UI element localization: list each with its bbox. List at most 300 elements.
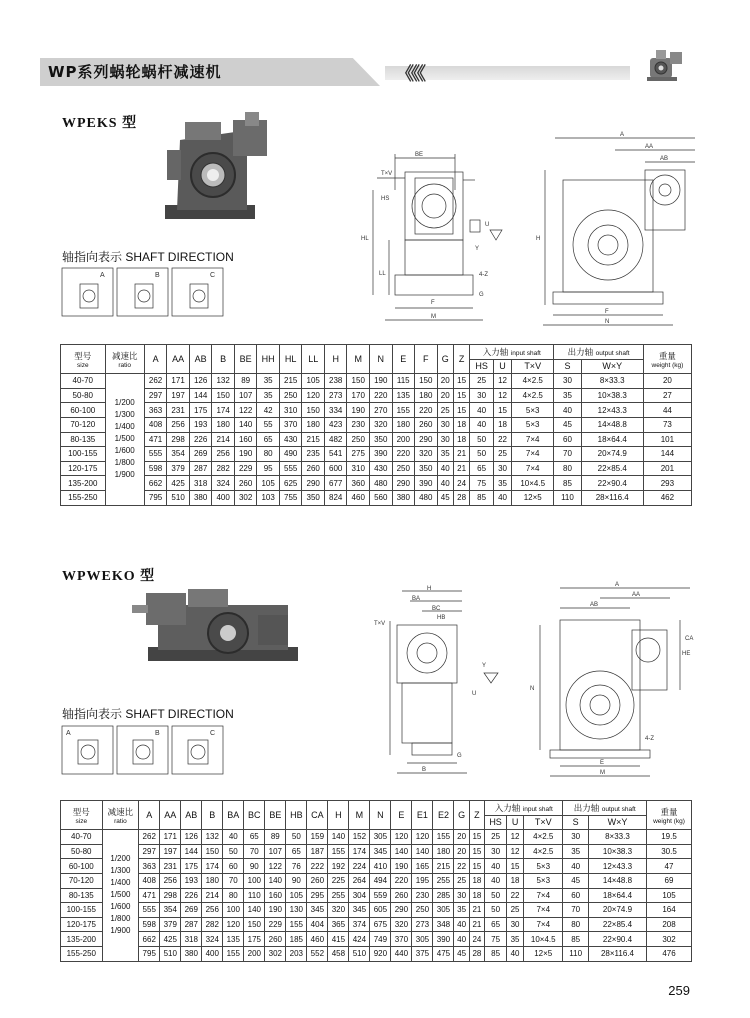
- wpweko-side-drawing: [520, 580, 700, 780]
- table-cell: 170: [347, 388, 370, 403]
- table-cell: 7×4: [524, 903, 563, 918]
- table-cell: 40: [554, 403, 581, 418]
- table-cell: 45: [554, 417, 581, 432]
- table-cell: 363: [139, 859, 160, 874]
- table-cell: 24: [453, 476, 469, 491]
- table-cell: 334: [324, 403, 347, 418]
- table-cell: 250: [279, 388, 302, 403]
- table-cell: 40: [454, 932, 469, 947]
- size-cell: 155-250: [61, 946, 103, 961]
- size-cell: 70-120: [61, 873, 103, 888]
- table-cell: 231: [167, 403, 190, 418]
- table-cell: 174: [349, 844, 370, 859]
- table-cell: 180: [302, 417, 325, 432]
- table-cell: 269: [189, 447, 212, 462]
- table-cell: 482: [324, 432, 347, 447]
- table-cell: 262: [144, 374, 167, 389]
- table-cell: 235: [302, 447, 325, 462]
- table-cell: 80: [223, 888, 244, 903]
- table-cell: 18: [453, 417, 469, 432]
- table-cell: 476: [647, 946, 692, 961]
- table-cell: 270: [369, 403, 392, 418]
- table-cell: 105: [257, 476, 280, 491]
- table-cell: 260: [307, 873, 328, 888]
- table-cell: 107: [265, 844, 286, 859]
- table-cell: 101: [643, 432, 691, 447]
- table-cell: 264: [349, 873, 370, 888]
- th-input-shaft: 入力轴 input shaft: [470, 345, 554, 360]
- table-cell: 220: [392, 447, 415, 462]
- table-cell: 150: [244, 917, 265, 932]
- header-banner: [40, 48, 690, 94]
- table-cell: 302: [234, 490, 257, 505]
- table-cell: 175: [189, 403, 212, 418]
- svg-text:HE: HE: [682, 651, 691, 657]
- table-cell: 480: [369, 476, 392, 491]
- table-cell: 40: [485, 873, 507, 888]
- table-cell: 30.5: [647, 844, 692, 859]
- shaft-box-b: B: [155, 272, 160, 279]
- table-cell: 27: [643, 388, 691, 403]
- th-model: 型号 size: [61, 345, 106, 374]
- table-cell: 662: [139, 932, 160, 947]
- table-cell: 4×2.5: [512, 374, 554, 389]
- table-cell: 222: [307, 859, 328, 874]
- table-cell: 360: [347, 476, 370, 491]
- table-cell: 120: [223, 917, 244, 932]
- table-cell: 45: [437, 490, 453, 505]
- table-cell: 60: [563, 888, 588, 903]
- table-cell: 305: [370, 830, 391, 845]
- table-row: [61, 432, 692, 447]
- table-cell: 175: [181, 859, 202, 874]
- table-cell: 250: [347, 432, 370, 447]
- svg-text:BC: BC: [432, 606, 441, 612]
- table-cell: 164: [647, 903, 692, 918]
- table-cell: 50: [485, 888, 507, 903]
- table-cell: 510: [160, 946, 181, 961]
- table-cell: 35: [257, 374, 280, 389]
- table-cell: 208: [647, 917, 692, 932]
- model-title-wpeks: WPEKS 型: [62, 116, 138, 131]
- table-cell: 390: [433, 932, 454, 947]
- size-cell: 60-100: [61, 859, 103, 874]
- table-cell: 541: [324, 447, 347, 462]
- table-cell: 320: [391, 917, 412, 932]
- size-cell: 50-80: [61, 844, 103, 859]
- table-cell: 18: [507, 873, 524, 888]
- table-cell: 160: [234, 432, 257, 447]
- table-cell: 471: [144, 432, 167, 447]
- table-cell: 185: [286, 932, 307, 947]
- svg-text:BE: BE: [415, 152, 424, 158]
- table-row: [61, 830, 692, 845]
- svg-text:LL: LL: [379, 271, 386, 277]
- table-cell: 120: [391, 830, 412, 845]
- table-cell: 250: [392, 461, 415, 476]
- table-cell: 390: [369, 447, 392, 462]
- table-cell: 44: [643, 403, 691, 418]
- table-cell: 50: [485, 903, 507, 918]
- table-cell: 10×4.5: [524, 932, 563, 947]
- table-cell: 15: [453, 374, 469, 389]
- table-cell: 494: [370, 873, 391, 888]
- table-cell: 675: [370, 917, 391, 932]
- svg-text:M: M: [431, 314, 436, 320]
- table-cell: 105: [302, 374, 325, 389]
- table-cell: 150: [202, 844, 223, 859]
- wpweko-front-drawing: [372, 585, 517, 780]
- table-cell: 230: [412, 888, 433, 903]
- table-cell: 70: [554, 447, 581, 462]
- table-cell: 155: [223, 946, 244, 961]
- table-cell: 220: [391, 873, 412, 888]
- table-cell: 374: [349, 917, 370, 932]
- table-cell: 25: [454, 873, 469, 888]
- table-cell: 80: [554, 461, 581, 476]
- table-cell: 40: [485, 859, 507, 874]
- table-cell: 76: [286, 859, 307, 874]
- table-cell: 35: [563, 844, 588, 859]
- table-cell: 324: [202, 932, 223, 947]
- table-cell: 14×48.8: [588, 873, 646, 888]
- th-weight-2: 重量 weight (kg): [647, 801, 692, 830]
- table-cell: 126: [181, 830, 202, 845]
- table-cell: 152: [349, 830, 370, 845]
- table-row: [61, 374, 692, 389]
- table-cell: 380: [392, 490, 415, 505]
- table-cell: 20: [454, 844, 469, 859]
- table-cell: 260: [234, 476, 257, 491]
- table-cell: 302: [647, 932, 692, 947]
- table-cell: 229: [234, 461, 257, 476]
- table-cell: 140: [412, 844, 433, 859]
- table-cell: 180: [415, 388, 438, 403]
- table-cell: 318: [181, 932, 202, 947]
- table-cell: 408: [144, 417, 167, 432]
- table-cell: 256: [167, 417, 190, 432]
- table-cell: 273: [412, 917, 433, 932]
- table-cell: 89: [234, 374, 257, 389]
- table-cell: 171: [160, 830, 181, 845]
- size-cell: 120-175: [61, 917, 103, 932]
- shaft-box-a: A: [100, 272, 105, 279]
- table-cell: 35: [554, 388, 581, 403]
- table-cell: 7×4: [524, 917, 563, 932]
- table-cell: 345: [349, 903, 370, 918]
- table-cell: 310: [347, 461, 370, 476]
- size-cell: 120-175: [61, 461, 106, 476]
- svg-text:H: H: [427, 586, 432, 592]
- table-cell: 45: [454, 946, 469, 961]
- th-input-shaft-2: 入力轴 input shaft: [485, 801, 563, 816]
- size-cell: 70-120: [61, 417, 106, 432]
- table-cell: 379: [167, 461, 190, 476]
- table-cell: 193: [189, 417, 212, 432]
- table-cell: 174: [202, 859, 223, 874]
- table-cell: 215: [302, 432, 325, 447]
- table-cell: 135: [392, 388, 415, 403]
- model-title-wpweko: WPWEKO 型: [62, 569, 156, 584]
- table-cell: 155: [392, 403, 415, 418]
- table-cell: 22: [493, 432, 511, 447]
- table-cell: 110: [563, 946, 588, 961]
- table-cell: 22: [454, 859, 469, 874]
- table-cell: 15: [469, 830, 484, 845]
- table-cell: 160: [265, 888, 286, 903]
- table-cell: 95: [257, 461, 280, 476]
- table-cell: 290: [415, 432, 438, 447]
- table-cell: 140: [244, 903, 265, 918]
- wpweko-table-body: [61, 830, 692, 961]
- svg-text:BA: BA: [412, 596, 421, 602]
- table-cell: 350: [302, 490, 325, 505]
- svg-text:F: F: [431, 300, 435, 306]
- table-cell: 5×3: [524, 859, 563, 874]
- table-cell: 5×3: [512, 417, 554, 432]
- table-cell: 215: [279, 374, 302, 389]
- table-cell: 103: [257, 490, 280, 505]
- table-cell: 4×2.5: [524, 844, 563, 859]
- shaft-box-a-2: A: [66, 730, 71, 737]
- table-cell: 755: [279, 490, 302, 505]
- table-row: [61, 932, 692, 947]
- table-cell: 282: [212, 461, 235, 476]
- table-cell: 262: [139, 830, 160, 845]
- table-cell: 150: [347, 374, 370, 389]
- table-cell: 171: [167, 374, 190, 389]
- svg-text:G: G: [479, 292, 484, 298]
- page-number: 259: [668, 983, 690, 998]
- table-row: [61, 917, 692, 932]
- table-cell: 260: [415, 417, 438, 432]
- table-cell: 256: [160, 873, 181, 888]
- table-cell: 115: [392, 374, 415, 389]
- table-cell: 430: [369, 461, 392, 476]
- shaft-box-b-2: B: [155, 730, 160, 737]
- table-cell: 180: [202, 873, 223, 888]
- svg-text:4-Z: 4-Z: [645, 736, 654, 742]
- table-cell: 7×4: [512, 432, 554, 447]
- wpweko-product-photo: [128, 585, 303, 670]
- svg-text:H: H: [536, 236, 541, 242]
- table-cell: 100: [244, 873, 265, 888]
- table-cell: 120: [302, 388, 325, 403]
- table-cell: 190: [234, 447, 257, 462]
- table-cell: 90: [244, 859, 265, 874]
- table-cell: 425: [167, 476, 190, 491]
- table-cell: 365: [328, 917, 349, 932]
- table-cell: 110: [244, 888, 265, 903]
- table-cell: 190: [265, 903, 286, 918]
- shaft-direction-diagrams-2: [60, 724, 225, 776]
- wpeks-spec-table: 型号 size 减速比 ratio A AA AB B BE HH HL LL H M N E F G Z 入力轴 input shaft 出力轴 output shaft 重量 weight (kg) HS U T×V S W×Y 40-70 1/200 1/300 1/400 1/500 1/600 1/800 1/900 262 171 126 132 89 35 215 105 238 150 190 115 150 20 15 25 12 4×2.5 30 8×33.3 20 50-80 297 197 144 150 107 35 250 120 273 170 220 135 180 20 15 30 12 4×2.5 35 10×38.3 27 60-100 363 231 175 174 122 42 310 150 334 190 270 155 220 25 15 40 15 5×3 40 12×43.3 44 70-120 408 256 193 180 140 55 370 180 423 230 320 180 260 30 18 40 18 5×3 45 14×48.8 73 80-135 471 298 226 214 160 65 430 215 482 250 350 200 290 30 18 50 22 7×4 60 18×64.4 101 100-155 555 354 269 256 190 80 490 235 541 275 390 220 320 35 21 50 25 7×4 70 20×74.9 144 120-175 598 379 287 282 229 95 555 260 600 310 430 250 350 40 21 65 30 7×4 80 22×85.4 201 135-200 662 425 318 324 260 105 625 290 677 360 480 290 390 40 24 75 35 10×4.5 85 22×90.4 293 155-250 795 510 380 400 302 103 755 350 824 460 560 380 480 45 28 85 40 12×5 110 28×116.4 462: [60, 344, 692, 506]
- table-cell: 363: [144, 403, 167, 418]
- table-cell: 598: [139, 917, 160, 932]
- table-row: [61, 888, 692, 903]
- table-cell: 35: [437, 447, 453, 462]
- table-cell: 471: [139, 888, 160, 903]
- table-cell: 21: [453, 461, 469, 476]
- table-cell: 480: [415, 490, 438, 505]
- table-cell: 15: [453, 403, 469, 418]
- table-cell: 47: [647, 859, 692, 874]
- table-cell: 214: [202, 888, 223, 903]
- table-cell: 18: [453, 432, 469, 447]
- table-cell: 90: [286, 873, 307, 888]
- size-cell: 40-70: [61, 830, 103, 845]
- table-cell: 203: [286, 946, 307, 961]
- table-cell: 35: [493, 476, 511, 491]
- table-cell: 255: [328, 888, 349, 903]
- table-cell: 180: [392, 417, 415, 432]
- table-cell: 80: [257, 447, 280, 462]
- table-row: [61, 859, 692, 874]
- th-output-shaft: 出力轴 output shaft: [554, 345, 644, 360]
- table-cell: 28: [453, 490, 469, 505]
- table-cell: 510: [349, 946, 370, 961]
- table-cell: 35: [507, 932, 524, 947]
- table-cell: 305: [412, 932, 433, 947]
- th-ratio-2: 减速比 ratio: [102, 801, 139, 830]
- table-cell: 107: [234, 388, 257, 403]
- ratio-cell: 1/200 1/300 1/400 1/500 1/600 1/800 1/900: [105, 374, 144, 505]
- th-ratio: 减速比 ratio: [105, 345, 144, 374]
- table-cell: 150: [302, 403, 325, 418]
- table-row: [61, 417, 692, 432]
- table-cell: 275: [347, 447, 370, 462]
- ratio-cell: 1/200 1/300 1/400 1/500 1/600 1/800 1/900: [102, 830, 139, 961]
- table-cell: 193: [181, 873, 202, 888]
- table-cell: 110: [554, 490, 581, 505]
- table-cell: 69: [647, 873, 692, 888]
- table-cell: 920: [370, 946, 391, 961]
- table-cell: 155: [286, 917, 307, 932]
- table-cell: 559: [370, 888, 391, 903]
- table-cell: 40: [470, 403, 494, 418]
- table-cell: 12×5: [512, 490, 554, 505]
- table-cell: 375: [412, 946, 433, 961]
- table-cell: 155: [328, 844, 349, 859]
- table-cell: 12×43.3: [581, 403, 643, 418]
- table-cell: 85: [470, 490, 494, 505]
- size-cell: 60-100: [61, 403, 106, 418]
- table-cell: 40: [437, 461, 453, 476]
- table-cell: 200: [244, 946, 265, 961]
- table-cell: 65: [257, 432, 280, 447]
- table-cell: 302: [265, 946, 286, 961]
- table-cell: 12×43.3: [588, 859, 646, 874]
- table-cell: 60: [223, 859, 244, 874]
- table-cell: 348: [433, 917, 454, 932]
- table-cell: 40: [454, 917, 469, 932]
- th-weight: 重量 weight (kg): [643, 345, 691, 374]
- shaft-box-c-2: C: [210, 730, 216, 737]
- table-cell: 297: [144, 388, 167, 403]
- size-cell: 80-135: [61, 432, 106, 447]
- table-cell: 35: [454, 903, 469, 918]
- svg-text:T×V: T×V: [381, 171, 393, 177]
- table-cell: 298: [160, 888, 181, 903]
- table-cell: 140: [265, 873, 286, 888]
- table-cell: 423: [324, 417, 347, 432]
- table-cell: 75: [470, 476, 494, 491]
- table-cell: 30: [437, 417, 453, 432]
- table-cell: 12: [493, 388, 511, 403]
- table-cell: 290: [302, 476, 325, 491]
- table-cell: 425: [160, 932, 181, 947]
- svg-text:U: U: [485, 222, 490, 228]
- table-cell: 15: [469, 859, 484, 874]
- table-cell: 21: [453, 447, 469, 462]
- table-cell: 458: [328, 946, 349, 961]
- table-cell: 20: [437, 374, 453, 389]
- table-cell: 677: [324, 476, 347, 491]
- table-cell: 70: [244, 844, 265, 859]
- table-cell: 195: [412, 873, 433, 888]
- table-cell: 214: [212, 432, 235, 447]
- table-cell: 122: [265, 859, 286, 874]
- svg-text:A: A: [620, 132, 625, 138]
- svg-text:G: G: [457, 753, 462, 759]
- table-cell: 749: [370, 932, 391, 947]
- table-cell: 155: [433, 830, 454, 845]
- table-cell: 354: [160, 903, 181, 918]
- svg-text:Y: Y: [482, 663, 487, 669]
- table-cell: 18: [469, 873, 484, 888]
- table-cell: 225: [328, 873, 349, 888]
- table-cell: 305: [433, 903, 454, 918]
- table-cell: 175: [244, 932, 265, 947]
- svg-text:HS: HS: [381, 196, 390, 202]
- table-cell: 20×74.9: [581, 447, 643, 462]
- table-cell: 140: [234, 417, 257, 432]
- table-cell: 320: [328, 903, 349, 918]
- table-cell: 298: [167, 432, 190, 447]
- table-cell: 250: [412, 903, 433, 918]
- svg-text:4-Z: 4-Z: [479, 272, 488, 278]
- table-cell: 190: [347, 403, 370, 418]
- table-cell: 5×3: [512, 403, 554, 418]
- table-cell: 345: [370, 844, 391, 859]
- table-cell: 380: [189, 490, 212, 505]
- svg-text:A: A: [615, 582, 620, 588]
- table-cell: 230: [347, 417, 370, 432]
- table-cell: 12×5: [524, 946, 563, 961]
- table-cell: 390: [415, 476, 438, 491]
- table-cell: 285: [433, 888, 454, 903]
- table-cell: 318: [189, 476, 212, 491]
- table-cell: 605: [370, 903, 391, 918]
- table-cell: 380: [181, 946, 202, 961]
- table-cell: 354: [167, 447, 190, 462]
- table-cell: 140: [328, 830, 349, 845]
- table-row: [61, 844, 692, 859]
- table-cell: 42: [257, 403, 280, 418]
- table-cell: 40: [437, 476, 453, 491]
- table-cell: 400: [202, 946, 223, 961]
- page-title: WP系列蜗轮蜗杆减速机: [48, 63, 222, 81]
- table-cell: 30: [454, 888, 469, 903]
- svg-text:Y: Y: [475, 246, 480, 252]
- table-cell: 795: [144, 490, 167, 505]
- table-cell: 625: [279, 476, 302, 491]
- table-cell: 122: [234, 403, 257, 418]
- table-cell: 8×33.3: [581, 374, 643, 389]
- table-row: [61, 476, 692, 491]
- table-cell: 20: [454, 830, 469, 845]
- table-cell: 187: [307, 844, 328, 859]
